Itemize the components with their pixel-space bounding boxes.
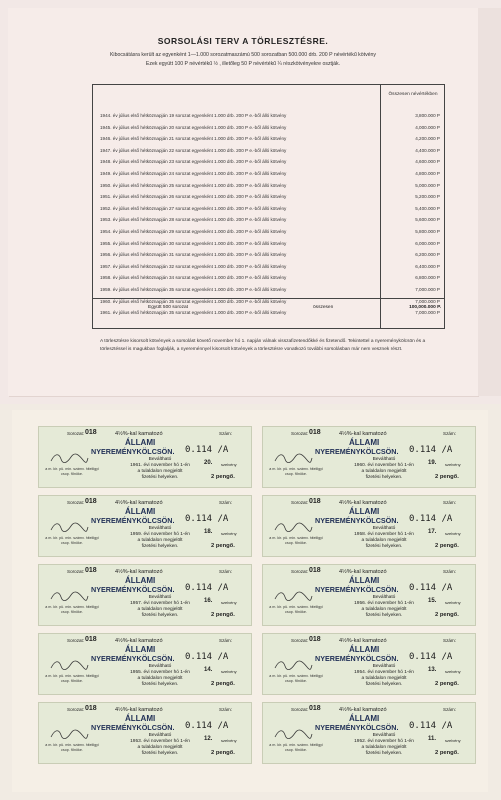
coupon-sequence-label: szelvény bbox=[221, 531, 237, 536]
coupon-sequence: 13. bbox=[428, 667, 437, 673]
table-row bbox=[98, 146, 443, 158]
coupon bbox=[262, 426, 476, 488]
coupon bbox=[262, 495, 476, 557]
coupon-amount: 2 pengő. bbox=[435, 681, 459, 687]
interest-rate: 4½%-kal kamatozó bbox=[115, 500, 163, 506]
loan-title: NYEREMÉNYKÖLCSÖN. bbox=[91, 447, 175, 456]
table-row bbox=[98, 111, 443, 123]
total-label: Együtt 500 sorozat bbox=[148, 305, 188, 310]
coupon-sequence: 18. bbox=[204, 529, 213, 535]
interest-rate: 4½%-kal kamatozó bbox=[115, 431, 163, 437]
redeemable-label: Beváltható bbox=[148, 595, 172, 600]
table-row bbox=[98, 181, 443, 193]
row-value: 7,000.000 P bbox=[415, 310, 440, 316]
redemption-date: 1954. évi november hó 1-én bbox=[354, 670, 414, 675]
coupon-sequence-label: szelvény bbox=[221, 462, 237, 467]
table-row bbox=[98, 273, 443, 285]
signature-icon bbox=[49, 658, 89, 672]
payment-place-line2: fizetési helyeken. bbox=[141, 751, 179, 756]
table-row bbox=[98, 169, 443, 181]
coupon-sequence: 17. bbox=[428, 529, 437, 535]
bond-number: 0.114 /A bbox=[409, 652, 453, 662]
row-value: 5,600.000 P bbox=[415, 217, 440, 223]
coupon-amount: 2 pengő. bbox=[435, 543, 459, 549]
coupon bbox=[38, 633, 252, 695]
payment-place-line2: fizetési helyeken. bbox=[365, 544, 403, 549]
series-number: 018 bbox=[85, 498, 97, 505]
coupon bbox=[262, 564, 476, 626]
series-number: 018 bbox=[309, 429, 321, 436]
signature-icon bbox=[273, 520, 313, 534]
total-sum-label: összesen bbox=[313, 305, 334, 310]
table-row bbox=[98, 227, 443, 239]
bond-number: 0.114 /A bbox=[185, 721, 229, 731]
coupon-sequence-label: szelvény bbox=[221, 600, 237, 605]
payment-place-line2: fizetési helyeken. bbox=[365, 682, 403, 687]
issuer-title: ÁLLAMI bbox=[349, 507, 380, 516]
loan-title: NYEREMÉNYKÖLCSÖN. bbox=[315, 516, 399, 525]
row-text: 1945. év július első hétköznapján 20 sorozat egyenként 1.000 drb. 200 P e.-ből álló kötvény bbox=[100, 124, 287, 130]
signature-icon bbox=[273, 451, 313, 465]
bond-number: 0.114 /A bbox=[185, 445, 229, 455]
row-value: 7,000.000 P bbox=[415, 298, 440, 304]
table-row bbox=[98, 262, 443, 274]
table-row bbox=[98, 157, 443, 169]
official-note: a m. kir. pü. min. számv. hiteliigyi csop. főnöke. bbox=[269, 605, 323, 614]
row-text: 1959. év július első hétköznapján 35 sorozat egyenként 1.000 drb. 200 P e.-ből álló kötvény bbox=[100, 286, 287, 292]
official-note: a m. kir. pü. min. számv. hiteliigyi csop. főnöke. bbox=[269, 743, 323, 752]
official-note: a m. kir. pü. min. számv. hiteliigyi csop. főnöke. bbox=[269, 674, 323, 683]
row-value: 6,200.000 P bbox=[415, 252, 440, 258]
row-text: 1956. év július első hétköznapján 31 sorozat egyenként 1.000 drb. 200 P e.-ből álló kötvény bbox=[100, 252, 287, 258]
redemption-date: 1958. évi november hó 1-én bbox=[354, 532, 414, 537]
payment-place-line1: a tulaldalon megjelölt bbox=[137, 538, 183, 543]
row-value: 4,200.000 P bbox=[415, 136, 440, 142]
payment-place-line1: a tulaldalon megjelölt bbox=[361, 676, 407, 681]
redemption-date: 1961. évi november hó 1-én bbox=[130, 463, 190, 468]
loan-title: NYEREMÉNYKÖLCSÖN. bbox=[91, 654, 175, 663]
payment-place-line1: a tulaldalon megjelölt bbox=[137, 676, 183, 681]
issuer-title: ÁLLAMI bbox=[125, 645, 156, 654]
payment-place-line1: a tulaldalon megjelölt bbox=[137, 745, 183, 750]
coupon-sequence-label: szelvény bbox=[445, 531, 461, 536]
coupon-sheet bbox=[12, 410, 488, 792]
table-row bbox=[98, 239, 443, 251]
redemption-date: 1957. évi november hó 1-én bbox=[130, 601, 190, 606]
row-text: 1944. év július első hétköznapján 19 sorozat egyenként 1.000 drb. 200 P e.-ből álló kötvény bbox=[100, 113, 287, 118]
row-text: 1960. év július első hétköznapján 35 sorozat egyenként 1.000 drb. 200 P e.-ből álló kötvény bbox=[100, 298, 287, 304]
redeemable-label: Beváltható bbox=[372, 595, 396, 600]
coupon-sequence: 20. bbox=[204, 460, 213, 466]
coupon-sequence: 16. bbox=[204, 598, 213, 604]
row-value: 6,000.000 P bbox=[415, 240, 440, 246]
bond-number: 0.114 /A bbox=[409, 445, 453, 455]
interest-rate: 4½%-kal kamatozó bbox=[339, 500, 387, 506]
loan-title: NYEREMÉNYKÖLCSÖN. bbox=[315, 723, 399, 732]
coupon-sequence: 12. bbox=[204, 736, 213, 742]
number-label: Szám: bbox=[443, 638, 457, 643]
series-label: Sorozat: bbox=[67, 500, 85, 505]
coupon-amount: 2 pengő. bbox=[211, 474, 235, 480]
loan-title: NYEREMÉNYKÖLCSÖN. bbox=[91, 585, 175, 594]
issuer-title: ÁLLAMI bbox=[125, 714, 156, 723]
number-label: Szám: bbox=[219, 431, 233, 436]
payment-place-line2: fizetési helyeken. bbox=[365, 751, 403, 756]
interest-rate: 4½%-kal kamatozó bbox=[339, 707, 387, 713]
row-value: 4,600.000 P bbox=[415, 159, 440, 165]
redemption-date: 1959. évi november hó 1-én bbox=[130, 532, 190, 537]
redemption-date: 1952. évi november hó 1-én bbox=[354, 739, 414, 744]
row-value: 3,800.000 P bbox=[415, 113, 440, 118]
bond-number: 0.114 /A bbox=[409, 721, 453, 731]
interest-rate: 4½%-kal kamatozó bbox=[115, 638, 163, 644]
loan-title: NYEREMÉNYKÖLCSÖN. bbox=[315, 447, 399, 456]
series-label: Sorozat: bbox=[67, 569, 85, 574]
redeemable-label: Beváltható bbox=[148, 733, 172, 738]
issuer-title: ÁLLAMI bbox=[349, 438, 380, 447]
series-label: Sorozat: bbox=[67, 431, 85, 436]
issuer-title: ÁLLAMI bbox=[349, 645, 380, 654]
payment-place-line2: fizetési helyeken. bbox=[365, 613, 403, 618]
series-number: 018 bbox=[85, 429, 97, 436]
number-label: Szám: bbox=[219, 707, 233, 712]
coupon bbox=[38, 495, 252, 557]
series-label: Sorozat: bbox=[67, 638, 85, 643]
redemption-date: 1960. évi november hó 1-én bbox=[354, 463, 414, 468]
payment-place-line1: a tulaldalon megjelölt bbox=[361, 469, 407, 474]
row-text: 1949. év július első hétköznapján 24 sorozat egyenként 1.000 drb. 200 P e.-ből álló kötvény bbox=[100, 170, 287, 176]
redemption-date: 1956. évi november hó 1-én bbox=[354, 601, 414, 606]
upper-sheet bbox=[8, 8, 478, 396]
coupon bbox=[38, 564, 252, 626]
bond-number: 0.114 /A bbox=[409, 583, 453, 593]
coupon-amount: 2 pengő. bbox=[435, 612, 459, 618]
redeemable-label: Beváltható bbox=[148, 526, 172, 531]
payment-place-line1: a tulaldalon megjelölt bbox=[361, 745, 407, 750]
row-value: 5,800.000 P bbox=[415, 228, 440, 234]
number-label: Szám: bbox=[443, 569, 457, 574]
coupon-amount: 2 pengő. bbox=[435, 474, 459, 480]
bond-number: 0.114 /A bbox=[185, 514, 229, 524]
signature-icon bbox=[273, 727, 313, 741]
number-label: Szám: bbox=[443, 707, 457, 712]
payment-place-line2: fizetési helyeken. bbox=[141, 613, 179, 618]
payment-place-line1: a tulaldalon megjelölt bbox=[361, 607, 407, 612]
coupon-sequence: 11. bbox=[428, 736, 437, 742]
redeemable-label: Beváltható bbox=[372, 664, 396, 669]
redeemable-label: Beváltható bbox=[148, 664, 172, 669]
coupon-amount: 2 pengő. bbox=[211, 543, 235, 549]
footnote: A törlesztésre kisorsolt kötvények a sorsolást követő november hó 1. napján válnak visszafizetendőkké és fizetendő. Tekintettel a nyereménykölcsön és a törlesztéssel is magukban foglalják, a nyereménnyel kisorsolt kötvények a törlesztésre vonatkozó további sorsolásban már nem vesznek részt. bbox=[100, 339, 426, 352]
row-text: 1957. év július első hétköznapján 32 sorozat egyenként 1.000 drb. 200 P e.-ből álló kötvény bbox=[100, 263, 287, 269]
official-note: a m. kir. pü. min. számv. hiteliigyi csop. főnöke. bbox=[45, 605, 99, 614]
table-row bbox=[98, 192, 443, 204]
number-label: Szám: bbox=[219, 500, 233, 505]
loan-title: NYEREMÉNYKÖLCSÖN. bbox=[315, 585, 399, 594]
column-header: Összesen névértékben bbox=[388, 92, 438, 97]
coupon-sequence: 19. bbox=[428, 460, 437, 466]
series-label: Sorozat: bbox=[291, 500, 309, 505]
row-text: 1948. év július első hétköznapján 23 sorozat egyenként 1.000 drb. 200 P e.-ből álló kötvény bbox=[100, 159, 287, 165]
row-text: 1952. év július első hétköznapján 27 sorozat egyenként 1.000 drb. 200 P e.-ből álló kötvény bbox=[100, 205, 287, 211]
row-value: 6,800.000 P bbox=[415, 275, 440, 281]
coupon-sequence-label: szelvény bbox=[221, 738, 237, 743]
interest-rate: 4½%-kal kamatozó bbox=[115, 707, 163, 713]
coupon-sequence: 15. bbox=[428, 598, 437, 604]
row-text: 1955. év július első hétköznapján 30 sorozat egyenként 1.000 drb. 200 P e.-ből álló kötvény bbox=[100, 240, 287, 246]
series-number: 018 bbox=[85, 567, 97, 574]
table-row bbox=[98, 204, 443, 216]
series-label: Sorozat: bbox=[291, 638, 309, 643]
table-row bbox=[98, 285, 443, 297]
series-label: Sorozat: bbox=[291, 431, 309, 436]
series-label: Sorozat: bbox=[67, 707, 85, 712]
official-note: a m. kir. pü. min. számv. hiteliigyi csop. főnöke. bbox=[45, 743, 99, 752]
bond-number: 0.114 /A bbox=[409, 514, 453, 524]
series-number: 018 bbox=[85, 705, 97, 712]
total-value: 100,000.000 P. bbox=[409, 305, 441, 310]
row-text: 1951. év július első hétköznapján 26 sorozat egyenként 1.000 drb. 200 P e.-ből álló kötvény bbox=[100, 194, 287, 200]
issuer-title: ÁLLAMI bbox=[125, 576, 156, 585]
official-note: a m. kir. pü. min. számv. hiteliigyi csop. főnöke. bbox=[45, 536, 99, 545]
payment-place-line1: a tulaldalon megjelölt bbox=[361, 538, 407, 543]
row-value: 5,000.000 P bbox=[415, 182, 440, 188]
loan-title: NYEREMÉNYKÖLCSÖN. bbox=[91, 723, 175, 732]
issuer-title: ÁLLAMI bbox=[349, 576, 380, 585]
page-edge bbox=[478, 8, 501, 396]
signature-icon bbox=[49, 451, 89, 465]
page-title: SORSOLÁSI TERV A TÖRLESZTÉSRE. bbox=[157, 36, 329, 46]
issuer-title: ÁLLAMI bbox=[125, 507, 156, 516]
redeemable-label: Beváltható bbox=[372, 457, 396, 462]
issuance-note: Kibocsátásra került az egyenként 1—1.000 sorozatmaszámú 500 sorozatban 500.000 drb. 200 P névértékű kötvény bbox=[109, 52, 377, 58]
row-text: 1958. év július első hétköznapján 34 sorozat egyenként 1.000 drb. 200 P e.-ből álló kötvény bbox=[100, 275, 287, 281]
table-row bbox=[98, 215, 443, 227]
number-label: Szám: bbox=[443, 500, 457, 505]
redeemable-label: Beváltható bbox=[372, 526, 396, 531]
signature-icon bbox=[273, 658, 313, 672]
number-label: Szám: bbox=[443, 431, 457, 436]
coupon-sequence: 14. bbox=[204, 667, 213, 673]
coupon-amount: 2 pengő. bbox=[211, 612, 235, 618]
signature-icon bbox=[273, 589, 313, 603]
number-label: Szám: bbox=[219, 638, 233, 643]
issuer-title: ÁLLAMI bbox=[125, 438, 156, 447]
series-number: 018 bbox=[309, 636, 321, 643]
lower-page bbox=[0, 404, 501, 800]
payment-place-line2: fizetési helyeken. bbox=[141, 682, 179, 687]
payment-place-line1: a tulaldalon megjelölt bbox=[137, 607, 183, 612]
series-label: Sorozat: bbox=[291, 569, 309, 574]
payment-place-line2: fizetési helyeken. bbox=[141, 475, 179, 480]
table-rows bbox=[98, 111, 443, 320]
coupon-sequence-label: szelvény bbox=[445, 669, 461, 674]
signature-icon bbox=[49, 520, 89, 534]
loan-title: NYEREMÉNYKÖLCSÖN. bbox=[91, 516, 175, 525]
coupon-sequence-label: szelvény bbox=[221, 669, 237, 674]
redemption-date: 1953. évi november hó 1-én bbox=[130, 739, 190, 744]
coupon bbox=[262, 633, 476, 695]
row-text: 1950. év július első hétköznapján 25 sorozat egyenként 1.000 drb. 200 P e.-ből álló kötvény bbox=[100, 182, 287, 188]
row-value: 5,400.000 P bbox=[415, 205, 440, 211]
interest-rate: 4½%-kal kamatozó bbox=[115, 569, 163, 575]
row-text: 1946. év július első hétköznapján 21 sorozat egyenként 1.000 drb. 200 P e.-ből álló kötvény bbox=[100, 136, 287, 142]
row-text: 1947. év július első hétköznapján 22 sorozat egyenként 1.000 drb. 200 P e.-ből álló kötvény bbox=[100, 147, 287, 153]
series-number: 018 bbox=[309, 498, 321, 505]
coupon bbox=[38, 426, 252, 488]
row-text: 1953. év július első hétköznapján 28 sorozat egyenként 1.000 drb. 200 P e.-ből álló kötvény bbox=[100, 217, 287, 223]
coupon-sequence-label: szelvény bbox=[445, 600, 461, 605]
coupon bbox=[262, 702, 476, 764]
redeemable-label: Beváltható bbox=[148, 457, 172, 462]
official-note: a m. kir. pü. min. számv. hiteliigyi csop. főnöke. bbox=[45, 674, 99, 683]
official-note: a m. kir. pü. min. számv. hiteliigyi csop. főnöke. bbox=[45, 467, 99, 476]
denomination-note: Ezek együtt 100 P névértékű ½ , illetőleg 50 P névértékű ¼ részkötvényekre osztják. bbox=[145, 61, 341, 67]
series-number: 018 bbox=[85, 636, 97, 643]
coupon-sequence-label: szelvény bbox=[445, 738, 461, 743]
payment-place-line1: a tulaldalon megjelölt bbox=[137, 469, 183, 474]
signature-icon bbox=[49, 727, 89, 741]
redemption-date: 1955. évi november hó 1-én bbox=[130, 670, 190, 675]
row-value: 4,800.000 P bbox=[415, 170, 440, 176]
series-number: 018 bbox=[309, 567, 321, 574]
row-text: 1961. év július első hétköznapján 35 sorozat egyenként 1.000 drb. 200 P e.-ből álló kötvény bbox=[100, 310, 287, 316]
loan-title: NYEREMÉNYKÖLCSÖN. bbox=[315, 654, 399, 663]
coupon-amount: 2 pengő. bbox=[211, 681, 235, 687]
table-row bbox=[98, 250, 443, 262]
row-value: 6,400.000 P bbox=[415, 263, 440, 269]
table-row bbox=[98, 123, 443, 135]
official-note: a m. kir. pü. min. számv. hiteliigyi csop. főnöke. bbox=[269, 536, 323, 545]
payment-place-line2: fizetési helyeken. bbox=[141, 544, 179, 549]
signature-icon bbox=[49, 589, 89, 603]
series-label: Sorozat: bbox=[291, 707, 309, 712]
coupon bbox=[38, 702, 252, 764]
row-value: 4,400.000 P bbox=[415, 147, 440, 153]
bond-number: 0.114 /A bbox=[185, 583, 229, 593]
official-note: a m. kir. pü. min. számv. hiteliigyi csop. főnöke. bbox=[269, 467, 323, 476]
coupon-amount: 2 pengő. bbox=[435, 750, 459, 756]
table-foot-line bbox=[93, 298, 444, 299]
series-number: 018 bbox=[309, 705, 321, 712]
row-value: 7,000.000 P bbox=[415, 286, 440, 292]
coupon-amount: 2 pengő. bbox=[211, 750, 235, 756]
amortization-table bbox=[92, 84, 445, 329]
row-value: 4,000.000 P bbox=[415, 124, 440, 130]
table-row bbox=[98, 134, 443, 146]
payment-place-line2: fizetési helyeken. bbox=[365, 475, 403, 480]
row-value: 5,200.000 P bbox=[415, 194, 440, 200]
interest-rate: 4½%-kal kamatozó bbox=[339, 569, 387, 575]
coupon-sequence-label: szelvény bbox=[445, 462, 461, 467]
number-label: Szám: bbox=[219, 569, 233, 574]
row-text: 1954. év július első hétköznapján 29 sorozat egyenként 1.000 drb. 200 P e.-ből álló kötvény bbox=[100, 228, 287, 234]
issuer-title: ÁLLAMI bbox=[349, 714, 380, 723]
bond-number: 0.114 /A bbox=[185, 652, 229, 662]
interest-rate: 4½%-kal kamatozó bbox=[339, 431, 387, 437]
interest-rate: 4½%-kal kamatozó bbox=[339, 638, 387, 644]
redeemable-label: Beváltható bbox=[372, 733, 396, 738]
